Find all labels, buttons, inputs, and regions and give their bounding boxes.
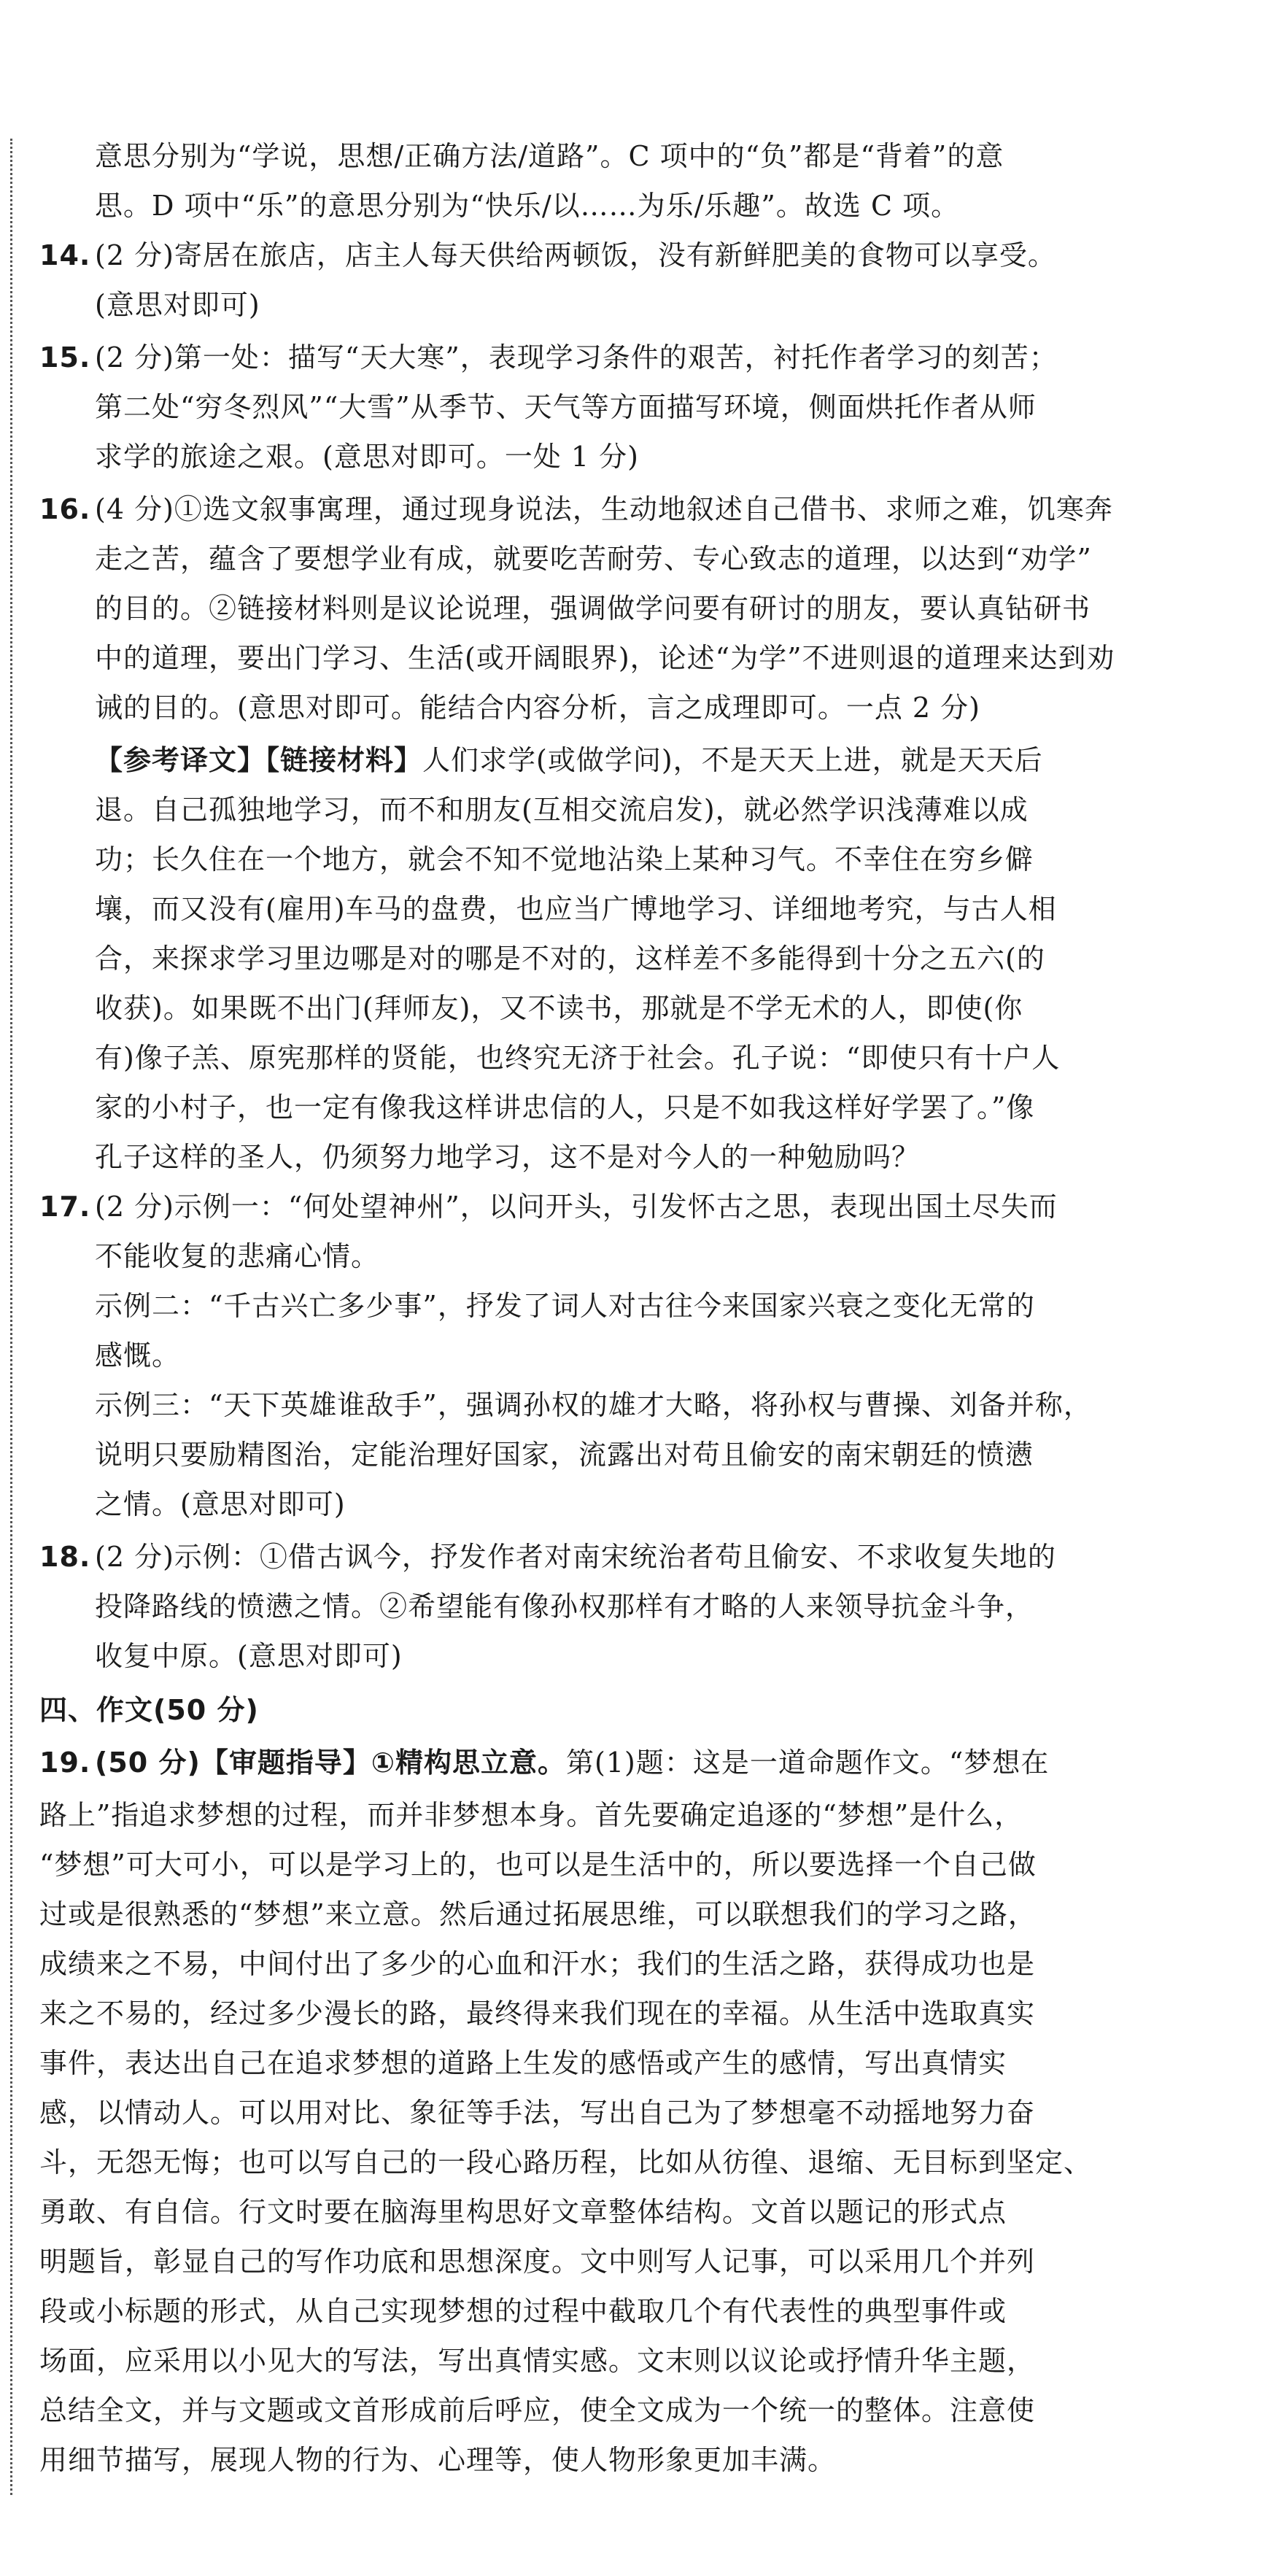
text-line: 走之苦，蕴含了要想学业有成，就要吃苦耐劳、专心致志的道理，以达到“劝学”	[95, 543, 1092, 575]
text-line: 壤，而又没有(雇用)车马的盘费，也应当广博地学习、详细地考究，与古人相	[95, 893, 1057, 925]
text-line: 收获)。如果既不出门(拜师友)，又不读书，那就是不学无术的人，即使(你	[95, 992, 1023, 1024]
text-line: 收复中原。(意思对即可)	[95, 1640, 403, 1672]
text-line: 总结全文，并与文题或文首形成前后呼应，使全文成为一个统一的整体。注意使	[39, 2394, 1036, 2426]
text-line: 功；长久住在一个地方，就会不知不觉地沾染上某种习气。不幸住在穷乡僻	[95, 843, 1034, 875]
text-line: 来之不易的，经过多少漫长的路，最终得来我们现在的幸福。从生活中选取真实	[39, 1997, 1036, 2030]
text-line: 中的道理，要出门学习、生活(或开阔眼界)，论述“为学”不进则退的道理来达到劝	[95, 642, 1115, 674]
text-line: 退。自己孤独地学习，而不和朋友(互相交流启发)，就必然学识浅薄难以成	[95, 794, 1029, 826]
text-line: (4 分)①选文叙事寓理，通过现身说法，生动地叙述自己借书、求师之难，饥寒奔	[95, 493, 1113, 525]
question-17	[39, 1182, 1119, 1529]
text-line: 过或是很熟悉的“梦想”来立意。然后通过拓展思维，可以联想我们的学习之路，	[39, 1898, 1037, 1930]
translation-first-line: 人们求学(或做学问)，不是天天上进，就是天天后	[422, 744, 1043, 776]
text-line: (意思对即可)	[95, 289, 260, 321]
text-line: 有)像子羔、原宪那样的贤能，也终究无济于社会。孔子说：“即使只有十户人	[95, 1042, 1061, 1074]
text-line: 场面，应采用以小见大的写法，写出真情实感。文末则以议论或抒情升华主题，	[39, 2345, 1036, 2377]
text-line: 第二处“穷冬烈风”“大雪”从季节、天气等方面描写环境，侧面烘托作者从师	[95, 391, 1037, 423]
answer-text	[95, 231, 1119, 330]
text-line: 事件，表达出自己在追求梦想的道路上生发的感悟或产生的感情，写出真情实	[39, 2047, 1007, 2079]
question-number: 16.	[39, 493, 91, 525]
text-line: “梦想”可大可小，可以是学习上的，也可以是生活中的，所以要选择一个自己做	[39, 1849, 1037, 1881]
section-heading: 四、作文(50 分)	[39, 1694, 259, 1726]
question-15	[39, 333, 1119, 481]
answer-text	[95, 484, 1119, 732]
answer-text	[95, 1182, 1119, 1529]
text-line: 诫的目的。(意思对即可。能结合内容分析，言之成理即可。一点 2 分)	[95, 692, 980, 724]
question-14	[39, 231, 1119, 330]
text-line: 合，来探求学习里边哪是对的哪是不对的，这样差不多能得到十分之五六(的	[95, 943, 1045, 975]
question-number: 17.	[39, 1191, 91, 1223]
text-line: 思。D 项中“乐”的意思分别为“快乐/以……为乐/乐趣”。故选 C 项。	[95, 190, 960, 222]
reference-translation	[39, 735, 1119, 1182]
guidance-first-line: 第(1)题：这是一道命题作文。“梦想在	[566, 1747, 1050, 1779]
text-line: 示例二：“千古兴亡多少事”，抒发了词人对古往今来国家兴衰之变化无常的	[95, 1290, 1035, 1322]
text-line: 的目的。②链接材料则是议论说理，强调做学问要有研讨的朋友，要认真钻研书	[95, 592, 1091, 624]
question-16	[39, 484, 1119, 732]
text-line: 用细节描写，展现人物的行为、心理等，使人物形象更加丰满。	[39, 2444, 837, 2476]
question-19-continued	[39, 1790, 1119, 2485]
answer-page	[39, 131, 1119, 2485]
question-number: 19.	[39, 1747, 91, 1779]
text-line: (2 分)示例：①借古讽今，抒发作者对南宋统治者苟且偷安、不求收复失地的	[95, 1541, 1056, 1573]
answer-text	[95, 333, 1119, 481]
question-number: 14.	[39, 239, 91, 271]
text-line: 斗，无怨无悔；也可以写自己的一段心路历程，比如从彷徨、退缩、无目标到坚定、	[39, 2146, 1093, 2178]
text-line: (2 分)寄居在旅店，店主人每天供给两顿饭，没有新鲜肥美的食物可以享受。	[95, 239, 1056, 271]
text-line: 路上”指追求梦想的过程，而并非梦想本身。首先要确定追逐的“梦想”是什么，	[39, 1799, 1023, 1831]
text-line: 成绩来之不易，中间付出了多少的心血和汗水；我们的生活之路，获得成功也是	[39, 1948, 1036, 1980]
text-line: 感，以情动人。可以用对比、象征等手法，写出自己为了梦想毫不动摇地努力奋	[39, 2097, 1036, 2129]
translation-tag: 【参考译文】【链接材料】	[95, 744, 423, 776]
continuation-block	[39, 131, 1119, 231]
text-line	[95, 735, 1119, 785]
text-line: (2 分)第一处：描写“天大寒”，表现学习条件的艰苦，衬托作者学习的刻苦；	[95, 341, 1058, 374]
answer-text	[95, 1738, 1119, 1787]
margin-dotted-rule	[10, 139, 12, 2495]
text-line: (2 分)示例一：“何处望神州”，以问开头，引发怀古之思，表现出国土尽失而	[95, 1191, 1058, 1223]
text-line: 感慨。	[95, 1339, 181, 1372]
text-line: 勇敢、有自信。行文时要在脑海里构思好文章整体结构。文首以题记的形式点	[39, 2196, 1007, 2228]
question-18	[39, 1532, 1119, 1681]
guidance-heading: (50 分)【审题指导】①精构思立意。	[95, 1747, 567, 1779]
text-line: 孔子这样的圣人，仍须努力地学习，这不是对今人的一种勉励吗？	[95, 1141, 921, 1173]
question-number: 18.	[39, 1541, 91, 1573]
text-line: 家的小村子，也一定有像我这样讲忠信的人，只是不如我这样好学罢了。”像	[95, 1091, 1035, 1123]
text-line: 示例三：“天下英雄谁敌手”，强调孙权的雄才大略，将孙权与曹操、刘备并称，	[95, 1389, 1092, 1421]
text-line: 意思分别为“学说，思想/正确方法/道路”。C 项中的“负”都是“背着”的意	[95, 140, 1004, 172]
text-line: 明题旨，彰显自己的写作功底和思想深度。文中则写人记事，可以采用几个并列	[39, 2246, 1036, 2278]
text-line: 段或小标题的形式，从自己实现梦想的过程中截取几个有代表性的典型事件或	[39, 2295, 1007, 2327]
text-line: 投降路线的愤懑之情。②希望能有像孙权那样有才略的人来领导抗金斗争，	[95, 1590, 1034, 1622]
text-line: 之情。(意思对即可)	[95, 1488, 346, 1520]
answer-text	[95, 1532, 1119, 1681]
text-line: 求学的旅途之艰。(意思对即可。一处 1 分)	[95, 441, 639, 473]
text-line: 说明只要励精图治，定能治理好国家，流露出对苟且偷安的南宋朝廷的愤懑	[95, 1439, 1034, 1471]
question-19	[39, 1738, 1119, 1787]
text-line: 不能收复的悲痛心情。	[95, 1240, 380, 1272]
question-number: 15.	[39, 341, 91, 374]
text-line	[95, 1738, 1119, 1787]
